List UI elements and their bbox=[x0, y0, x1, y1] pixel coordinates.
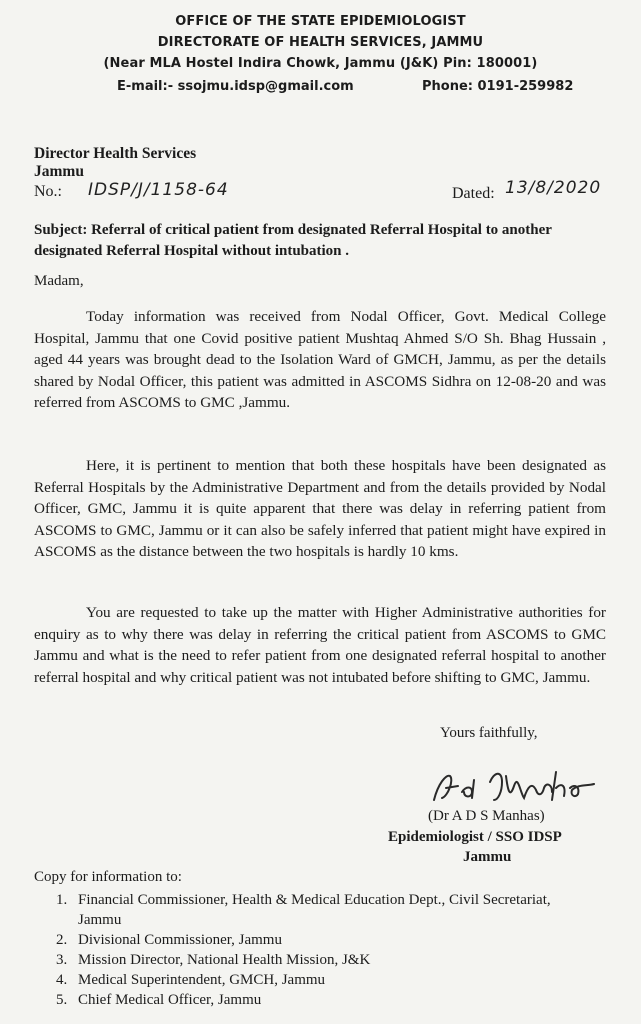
copy-list bbox=[56, 890, 576, 1010]
copy-heading: Copy for information to: bbox=[34, 869, 182, 885]
list-item-text: Mission Director, National Health Mission, J&K bbox=[78, 952, 371, 968]
body-paragraph-1: Today information was received from Nodal Officer, Govt. Medical College Hospital, Jammu that one Covid positive patient Mushtaq Ahmed S/O Sh. Bhag Hussain , aged 44 years was brought dead to the Isolation Ward of GMCH, Jammu, as per the details shared by Nodal Officer, this patient was admitted in ASCOMS Sidhra on 12-08-20 and was referred from ASCOMS to GMC ,Jammu. bbox=[34, 308, 606, 412]
list-item-number: 4. bbox=[56, 972, 68, 988]
list-item-number: 5. bbox=[56, 992, 68, 1008]
list-item-text: Financial Commissioner, Health & Medical Education Dept., Civil Secretariat, Jammu bbox=[78, 892, 551, 928]
list-item bbox=[56, 970, 576, 990]
list-item-number: 3. bbox=[56, 952, 68, 968]
list-item-text: Medical Superintendent, GMCH, Jammu bbox=[78, 972, 326, 988]
recipient-line-1: Director Health Services bbox=[34, 145, 197, 162]
subject-text: Subject: Referral of critical patient from designated Referral Hospital to another designated Referral Hospital without intubation . bbox=[34, 222, 552, 259]
list-item bbox=[56, 990, 576, 1010]
ref-no-value: IDSP/J/1158-64 bbox=[88, 180, 229, 200]
ref-no-label: No.: bbox=[34, 183, 62, 200]
office-title: OFFICE OF THE STATE EPIDEMIOLOGIST bbox=[175, 14, 466, 29]
list-item-text: Chief Medical Officer, Jammu bbox=[78, 992, 262, 1008]
signatory-designation: Epidemiologist / SSO IDSP bbox=[388, 829, 562, 845]
closing: Yours faithfully, bbox=[440, 725, 538, 741]
list-item bbox=[56, 930, 576, 950]
signatory-place: Jammu bbox=[463, 849, 512, 865]
office-phone: Phone: 0191-259982 bbox=[422, 79, 574, 94]
list-item-number: 2. bbox=[56, 932, 68, 948]
directorate-title: DIRECTORATE OF HEALTH SERVICES, JAMMU bbox=[157, 35, 484, 50]
list-item-text: Divisional Commissioner, Jammu bbox=[78, 932, 282, 948]
list-item-number: 1. bbox=[56, 892, 68, 908]
signature-scribble bbox=[428, 762, 618, 812]
office-email: E-mail:- ssojmu.idsp@gmail.com bbox=[117, 79, 354, 94]
signatory-name: (Dr A D S Manhas) bbox=[428, 808, 545, 824]
salutation: Madam, bbox=[34, 273, 84, 289]
list-item bbox=[56, 890, 576, 930]
date-value: 13/8/2020 bbox=[505, 178, 602, 198]
subject-line bbox=[34, 220, 614, 262]
date-label: Dated: bbox=[452, 185, 495, 202]
recipient-line-2: Jammu bbox=[34, 163, 84, 180]
body-paragraph-2: Here, it is pertinent to mention that both these hospitals have been designated as Referral Hospitals by the Administrative Department and from the details provided by Nodal Officer, GMC, Jammu it is quite apparent that there was delay in referring patient from ASCOMS to GMC, Jammu or it can also be safely inferred that patient might have expired in ASCOMS as the distance between the two hospitals is hardly 10 kms. bbox=[34, 457, 606, 561]
list-item bbox=[56, 950, 576, 970]
body-paragraph-3: You are requested to take up the matter with Higher Administrative authorities for enquiry as to why there was delay in referring the critical patient from ASCOMS to GMC Jammu and what is the need to refer patient from one designated referral hospital to another referral hospital and why critical patient was not intubated before shifting to GMC, Jammu. bbox=[34, 604, 606, 686]
office-address: (Near MLA Hostel Indira Chowk, Jammu (J&K) Pin: 180001) bbox=[103, 56, 538, 71]
